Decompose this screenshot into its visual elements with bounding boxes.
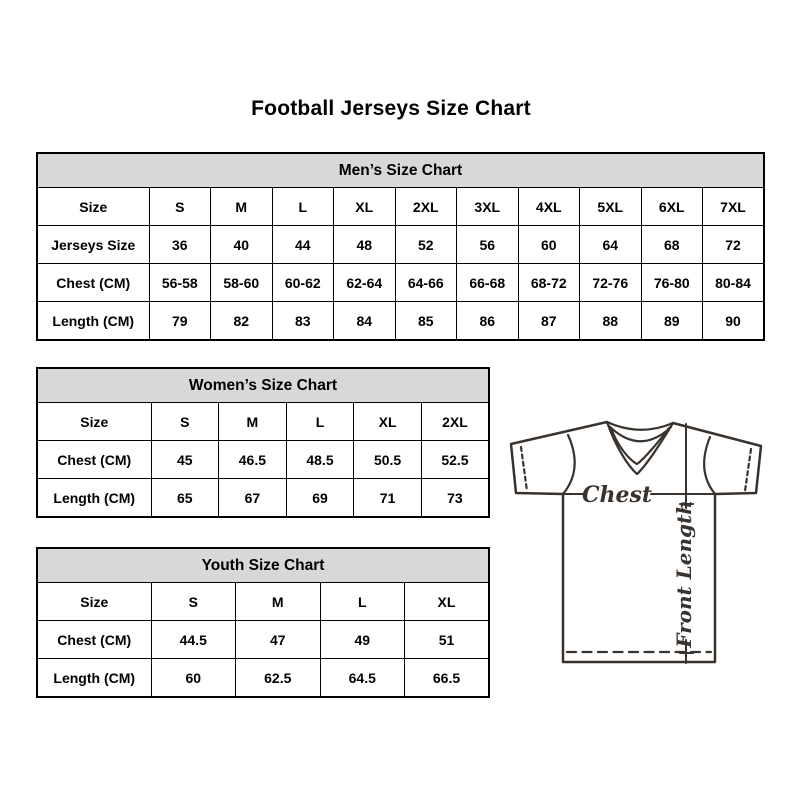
mens-table-header: Men’s Size Chart [37,153,764,188]
value-cell: 66-68 [457,264,519,302]
row-label-cell: Size [37,188,149,226]
value-cell: 4XL [518,188,580,226]
value-cell: M [211,188,273,226]
value-cell: 50.5 [354,441,422,479]
youth-table-header: Youth Size Chart [37,548,489,583]
value-cell: 2XL [421,403,489,441]
womens-size-chart-table [36,367,490,518]
value-cell: 6XL [641,188,703,226]
row-label-cell: Size [37,403,151,441]
row-label-cell: Chest (CM) [37,264,149,302]
value-cell: 44 [272,226,334,264]
value-cell: 49 [320,621,405,659]
value-cell: 60 [151,659,236,698]
value-cell: 64 [580,226,642,264]
value-cell: 89 [641,302,703,341]
value-cell: 5XL [580,188,642,226]
value-cell: L [272,188,334,226]
row-label-cell: Length (CM) [37,659,151,698]
value-cell: XL [354,403,422,441]
row-label-cell: Jerseys Size [37,226,149,264]
value-cell: 83 [272,302,334,341]
value-cell: 68-72 [518,264,580,302]
value-cell: 3XL [457,188,519,226]
value-cell: 58-60 [211,264,273,302]
value-cell: 47 [236,621,321,659]
row-label-cell: Length (CM) [37,479,151,518]
value-cell: 48.5 [286,441,354,479]
value-cell: 64.5 [320,659,405,698]
youth-size-chart-table [36,547,490,698]
value-cell: M [219,403,287,441]
page-title: Football Jerseys Size Chart [251,97,531,120]
value-cell: 80-84 [703,264,765,302]
value-cell: 72 [703,226,765,264]
value-cell: 2XL [395,188,457,226]
value-cell: 66.5 [405,659,490,698]
value-cell: 69 [286,479,354,518]
jersey-collar [607,422,673,474]
row-label-cell: Size [37,583,151,621]
value-cell: 60 [518,226,580,264]
value-cell: 71 [354,479,422,518]
value-cell: 62-64 [334,264,396,302]
mens-size-chart-table [36,152,765,341]
value-cell: 44.5 [151,621,236,659]
value-cell: M [236,583,321,621]
value-cell: 90 [703,302,765,341]
value-cell: XL [334,188,396,226]
row-label-cell: Chest (CM) [37,621,151,659]
value-cell: 86 [457,302,519,341]
value-cell: 88 [580,302,642,341]
value-cell: 48 [334,226,396,264]
value-cell: L [320,583,405,621]
value-cell: 84 [334,302,396,341]
value-cell: 76-80 [641,264,703,302]
value-cell: 85 [395,302,457,341]
value-cell: 82 [211,302,273,341]
value-cell: 56 [457,226,519,264]
value-cell: 73 [421,479,489,518]
value-cell: 52 [395,226,457,264]
value-cell: 87 [518,302,580,341]
value-cell: 51 [405,621,490,659]
chest-label: Chest [581,482,653,508]
value-cell: 79 [149,302,211,341]
jersey-diagram-svg [505,413,767,667]
value-cell: XL [405,583,490,621]
value-cell: 67 [219,479,287,518]
front-length-label: Front Length [672,500,696,648]
jersey-dashed-lines [521,447,751,652]
value-cell: L [286,403,354,441]
jersey-outline [511,422,761,662]
value-cell: S [151,403,219,441]
value-cell: 56-58 [149,264,211,302]
value-cell: 7XL [703,188,765,226]
womens-table-header: Women’s Size Chart [37,368,489,403]
value-cell: 46.5 [219,441,287,479]
row-label-cell: Length (CM) [37,302,149,341]
value-cell: 45 [151,441,219,479]
value-cell: 40 [211,226,273,264]
value-cell: 52.5 [421,441,489,479]
row-label-cell: Chest (CM) [37,441,151,479]
value-cell: S [151,583,236,621]
value-cell: 36 [149,226,211,264]
jersey-measurement-diagram [505,413,767,667]
value-cell: S [149,188,211,226]
value-cell: 60-62 [272,264,334,302]
value-cell: 72-76 [580,264,642,302]
value-cell: 65 [151,479,219,518]
value-cell: 62.5 [236,659,321,698]
value-cell: 68 [641,226,703,264]
value-cell: 64-66 [395,264,457,302]
